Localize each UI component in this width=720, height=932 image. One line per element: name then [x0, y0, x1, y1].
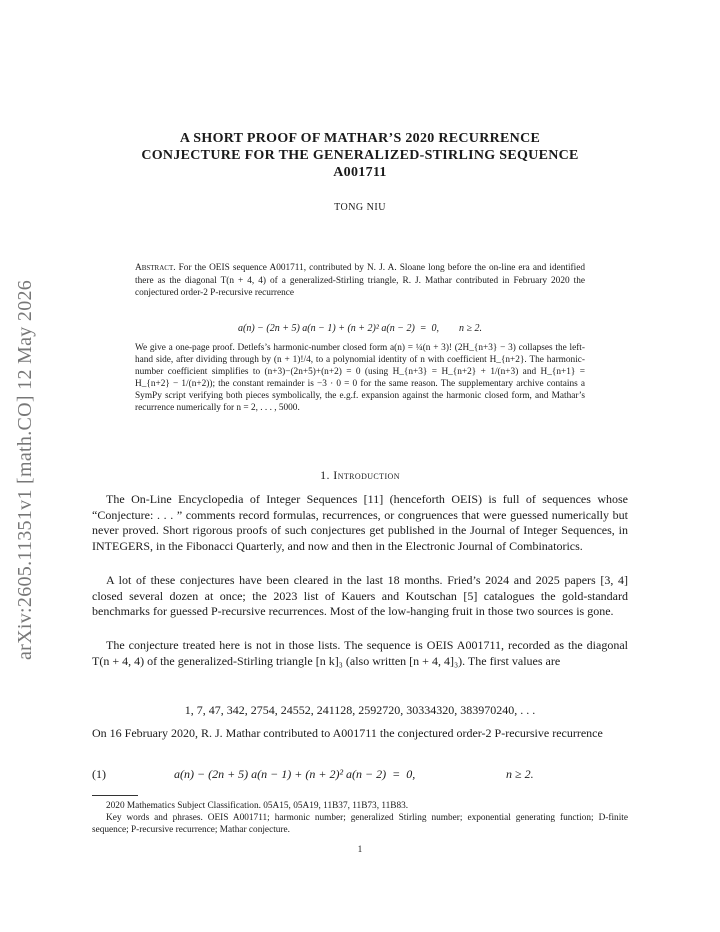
intro-paragraph-3: The conjecture treated here is not in those lists. The sequence is OEIS A001711, recorded as the diagonal T(n + 4, 4) of the generalized-Stirling triangle [n k]₃ (also written [n + 4, 4]₃). The first values are [92, 638, 628, 668]
intro-paragraph-1: The On-Line Encyclopedia of Integer Sequences [11] (henceforth OEIS) is full of sequences whose “Conjecture: . . . ” comments record formulas, recurrences, or congruences that were guessed numerically but never proved. Short rigorous proofs of such conjectures get published in the Journal of Integer Sequences, in INTEGERS, in the Fibonacci Quarterly, and now and then in the Electronic Journal of Combinatorics. [92, 492, 628, 553]
footnote-rule [92, 795, 138, 796]
author-name: TONG NIU [334, 202, 386, 213]
abstract-text-1: For the OEIS sequence A001711, contributed by N. J. A. Sloane long before the on-line era and identified there as the diagonal T(n + 4, 4) of a generalized-Stirling triangle, R. J. Mathar contributed in February 2020 the conjectured order-2 P-recursive recurrence [135, 263, 585, 298]
section-heading-introduction: 1. Introduction [320, 468, 400, 482]
footnote-msc: 2020 Mathematics Subject Classification. 05A15, 05A19, 11B37, 11B73, 11B83. [106, 801, 409, 811]
abstract-paragraph-2: We give a one-page proof. Detlefs’s harmonic-number closed form a(n) = ¼(n + 3)! (2H_{n+3} − 3) collapses the left-hand side, after dividing through by (n + 1)!/4, to a polynomial identity of n with coefficient H_{n+2}. The harmonic-number coefficient simplifies to (n+3)−(2n+5)+(n+2) = 0 (using H_{n+3} = H_{n+2} + 1/(n+3) and H_{n+1} = H_{n+2} − 1/(n+2)); the constant remainder is −3 · 0 = 0 for the same reason. The supplementary archive contains a SymPy script verifying both pieces symbolically, the e.g.f. expansion against the harmonic closed form, and Mathar’s recurrence numerically for n = 2, . . . , 5000. [135, 343, 585, 413]
sequence-values: 1, 7, 47, 342, 2754, 24552, 241128, 2592720, 30334320, 383970240, . . . [184, 703, 536, 717]
title-line-2: CONJECTURE FOR THE GENERALIZED-STIRLING SEQUENCE [141, 148, 579, 163]
footnote-keywords: Key words and phrases. OEIS A001711; harmonic number; generalized Stirling number; exponential generating function; D-finite sequence; P-recursive recurrence; Mathar conjecture. [92, 813, 628, 835]
page-number: 1 [357, 845, 363, 855]
equation-expression: a(n) − (2n + 5) a(n − 1) + (n + 2)² a(n − 2) = 0, [174, 767, 416, 781]
intro-paragraph-4: On 16 February 2020, R. J. Mathar contributed to A001711 the conjectured order-2 P-recursive recurrence [92, 726, 603, 740]
arxiv-stamp: arXiv:2605.11351v1 [math.CO] 12 May 2026 [14, 279, 36, 660]
paper-title [100, 130, 620, 181]
abstract-heading: Abstract. [135, 263, 176, 273]
intro-paragraph-2: A lot of these conjectures have been cleared in the last 18 months. Fried’s 2024 and 2025 papers [3, 4] closed several dozen at once; the 2023 list of Kauers and Koutschan [5] catalogues the gold-standard benchmarks for guessed P-recursive recurrences. Most of the low-hanging fruit in those two sources is gone. [92, 573, 628, 619]
abstract-paragraph-1 [135, 262, 585, 300]
equation-condition: n ≥ 2. [506, 767, 534, 781]
title-line-3: A001711 [333, 165, 387, 180]
footnotes [92, 800, 628, 836]
equation-number: (1) [92, 767, 106, 781]
title-line-1: A SHORT PROOF OF MATHAR’S 2020 RECURRENCE [179, 131, 541, 146]
abstract-equation: a(n) − (2n + 5) a(n − 1) + (n + 2)² a(n − 2) = 0, n ≥ 2. [237, 323, 483, 334]
